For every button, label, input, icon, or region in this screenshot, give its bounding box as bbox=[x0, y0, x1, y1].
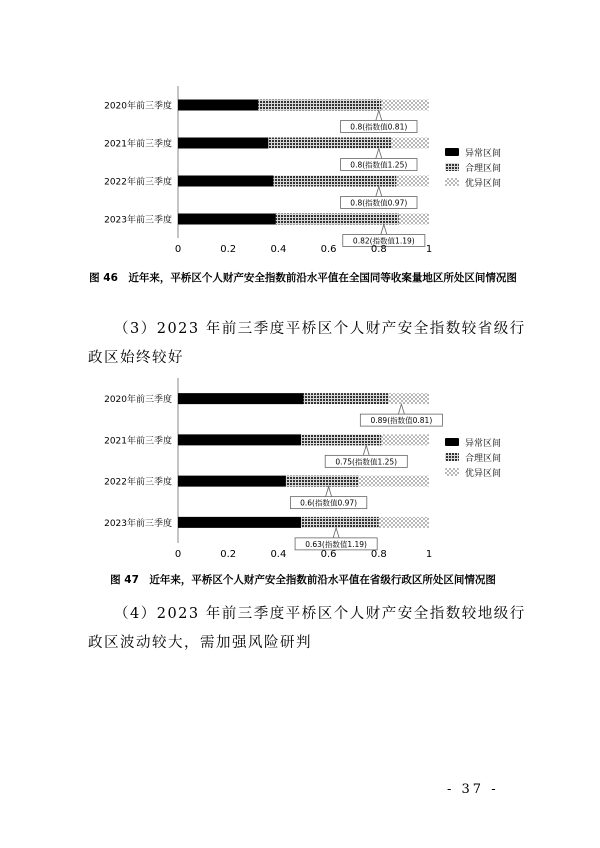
figure-46-svg bbox=[95, 86, 515, 262]
marker-label: 0.82(指数值1.19) bbox=[352, 236, 415, 246]
bar-segment bbox=[268, 138, 391, 149]
x-tick-label: 1 bbox=[425, 549, 433, 560]
category-label: 2022年前三季度 bbox=[104, 477, 172, 488]
marker-label: 0.8(指数值0.97) bbox=[350, 198, 408, 208]
marker-pointer bbox=[398, 404, 404, 414]
bar-segment bbox=[389, 393, 429, 404]
section-heading-3: （3）2023 年前三季度平桥区个人财产安全指数较省级行政区始终较好 bbox=[88, 321, 526, 366]
x-tick-label: 0.4 bbox=[270, 549, 287, 560]
bar-segment bbox=[286, 476, 359, 487]
bar-segment bbox=[301, 434, 381, 445]
legend-label: 优异区间 bbox=[465, 469, 502, 479]
bar-segment bbox=[178, 176, 273, 187]
legend-label: 异常区间 bbox=[465, 149, 502, 159]
marker-label: 0.75(指数值1.25) bbox=[335, 457, 398, 467]
bar-segment bbox=[301, 517, 379, 528]
bar-segment bbox=[381, 434, 429, 445]
bar-segment bbox=[178, 214, 276, 225]
marker-pointer bbox=[363, 445, 369, 455]
bar-segment bbox=[399, 214, 429, 225]
figure-47-chart bbox=[95, 378, 515, 568]
category-label: 2023年前三季度 bbox=[104, 215, 172, 226]
bar-segment bbox=[178, 138, 268, 149]
bar-segment bbox=[379, 517, 429, 528]
legend-label: 合理区间 bbox=[465, 164, 502, 174]
legend-swatch bbox=[445, 468, 459, 476]
x-tick-label: 0.6 bbox=[320, 244, 337, 255]
bar-segment bbox=[178, 434, 301, 445]
marker-pointer bbox=[333, 528, 339, 538]
figure-46-caption: 图 46 近年来，平桥区个人财产安全指数前沿水平值在全国同等收案量地区所处区间情况图 bbox=[89, 272, 517, 284]
bar-segment bbox=[178, 100, 258, 111]
bar-segment bbox=[304, 393, 389, 404]
figure-47-caption: 图 47 近年来，平桥区个人财产安全指数前沿水平值在省级行政区所处区间情况图 bbox=[110, 574, 496, 586]
x-tick-label: 0.8 bbox=[370, 244, 387, 255]
bar-segment bbox=[273, 176, 396, 187]
legend-swatch bbox=[445, 178, 459, 186]
x-tick-label: 0.2 bbox=[220, 549, 237, 560]
section-heading-4: （4）2023 年前三季度平桥区个人财产安全指数较地级行政区波动较大，需加强风险研判 bbox=[88, 606, 526, 651]
legend-swatch bbox=[445, 438, 459, 446]
legend-label: 合理区间 bbox=[465, 454, 502, 464]
bar-segment bbox=[396, 176, 429, 187]
marker-label: 0.8(指数值1.25) bbox=[350, 160, 408, 170]
marker-pointer bbox=[326, 487, 332, 497]
category-label: 2023年前三季度 bbox=[104, 518, 172, 529]
category-label: 2020年前三季度 bbox=[104, 101, 172, 112]
category-label: 2021年前三季度 bbox=[104, 436, 172, 447]
marker-label: 0.8(指数值0.81) bbox=[350, 122, 408, 132]
figure-47-svg bbox=[95, 378, 515, 568]
bar-segment bbox=[178, 393, 304, 404]
figure-46-chart bbox=[95, 86, 515, 262]
marker-label: 0.63(指数值1.19) bbox=[305, 539, 368, 549]
marker-pointer bbox=[376, 111, 382, 121]
marker-label: 0.89(指数值0.81) bbox=[370, 416, 433, 426]
x-tick-label: 0.6 bbox=[320, 549, 337, 560]
legend-swatch bbox=[445, 148, 459, 156]
x-tick-label: 0 bbox=[174, 549, 182, 560]
bar-segment bbox=[381, 100, 429, 111]
legend-label: 异常区间 bbox=[465, 439, 502, 449]
legend-swatch bbox=[445, 453, 459, 461]
marker-pointer bbox=[381, 225, 387, 235]
marker-pointer bbox=[376, 149, 382, 159]
x-tick-label: 0.2 bbox=[220, 244, 237, 255]
bar-segment bbox=[178, 517, 301, 528]
bar-segment bbox=[391, 138, 429, 149]
bar-segment bbox=[178, 476, 286, 487]
legend-swatch bbox=[445, 163, 459, 171]
legend-label: 优异区间 bbox=[465, 179, 502, 189]
marker-pointer bbox=[376, 187, 382, 197]
bar-segment bbox=[258, 100, 381, 111]
x-tick-label: 0 bbox=[174, 244, 182, 255]
bar-segment bbox=[276, 214, 399, 225]
x-tick-label: 0.4 bbox=[270, 244, 287, 255]
category-label: 2020年前三季度 bbox=[104, 395, 172, 406]
category-label: 2022年前三季度 bbox=[104, 177, 172, 188]
x-tick-label: 0.8 bbox=[370, 549, 387, 560]
bar-segment bbox=[359, 476, 429, 487]
marker-label: 0.6(指数值0.97) bbox=[300, 498, 358, 508]
category-label: 2021年前三季度 bbox=[104, 139, 172, 150]
x-tick-label: 1 bbox=[425, 244, 433, 255]
page-number: - 37 - bbox=[447, 782, 499, 797]
